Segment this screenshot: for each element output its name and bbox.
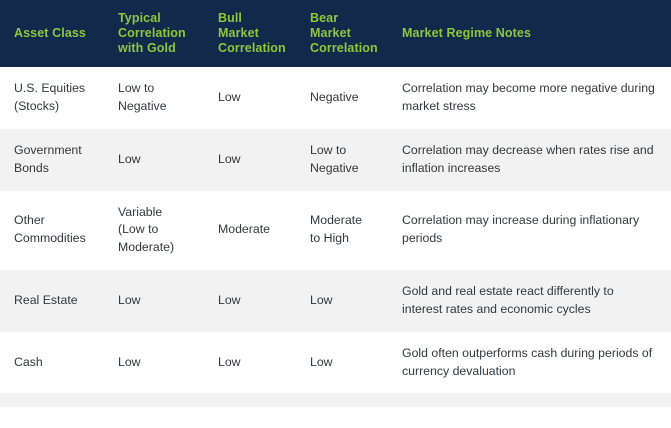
column-header-asset-class: Asset Class: [0, 0, 104, 67]
table-header-row: [0, 0, 671, 67]
cell-notes: Correlation may become more negative during market stress: [388, 67, 671, 129]
cell-asset-class: Real Estate: [0, 270, 104, 332]
cell-typical-correlation: Low to Negative: [104, 67, 204, 129]
cell-asset-class: Cash: [0, 332, 104, 394]
cell-asset-class: U.S. Equities (Stocks): [0, 67, 104, 129]
cell-typical-correlation: Variable (Low to Moderate): [104, 191, 204, 270]
cell-notes: Correlation may decrease when rates rise and inflation increases: [388, 129, 671, 191]
table-header: [0, 0, 671, 67]
cell-bear-correlation: Moderate to High: [296, 191, 388, 270]
cell-typical-correlation: Low: [104, 129, 204, 191]
column-header-typical-correlation: Typical Correlation with Gold: [104, 0, 204, 67]
table-row: [0, 191, 671, 270]
cell-typical-correlation: Low: [104, 270, 204, 332]
column-header-bear-market-correlation: Bear Market Correlation: [296, 0, 388, 67]
cell-asset-class: Government Bonds: [0, 129, 104, 191]
table-row: [0, 270, 671, 332]
cell-bull-correlation: Low: [204, 129, 296, 191]
cell-notes: Gold and real estate react differently to interest rates and economic cycles: [388, 270, 671, 332]
cell-typical-correlation: Low: [104, 332, 204, 394]
table-row: [0, 332, 671, 394]
table-body: [0, 67, 671, 407]
cell-bull-correlation: Low: [204, 332, 296, 394]
column-header-market-regime-notes: Market Regime Notes: [388, 0, 671, 67]
cell-bear-correlation: Low to Negative: [296, 129, 388, 191]
cell-bear-correlation: Low: [296, 270, 388, 332]
cell-notes: Correlation may increase during inflationary periods: [388, 191, 671, 270]
cell-bear-correlation: Negative: [296, 67, 388, 129]
column-header-bull-market-correlation: Bull Market Correlation: [204, 0, 296, 67]
cell-bull-correlation: Low: [204, 270, 296, 332]
cell-notes: Gold often outperforms cash during periods of currency devaluation: [388, 332, 671, 394]
table-footer-spacer: [0, 393, 671, 407]
cell-bull-correlation: Moderate: [204, 191, 296, 270]
cell-bull-correlation: Low: [204, 67, 296, 129]
spacer-cell: [0, 393, 671, 407]
cell-bear-correlation: Low: [296, 332, 388, 394]
table-row: [0, 129, 671, 191]
cell-asset-class: Other Commodities: [0, 191, 104, 270]
table-row: [0, 67, 671, 129]
